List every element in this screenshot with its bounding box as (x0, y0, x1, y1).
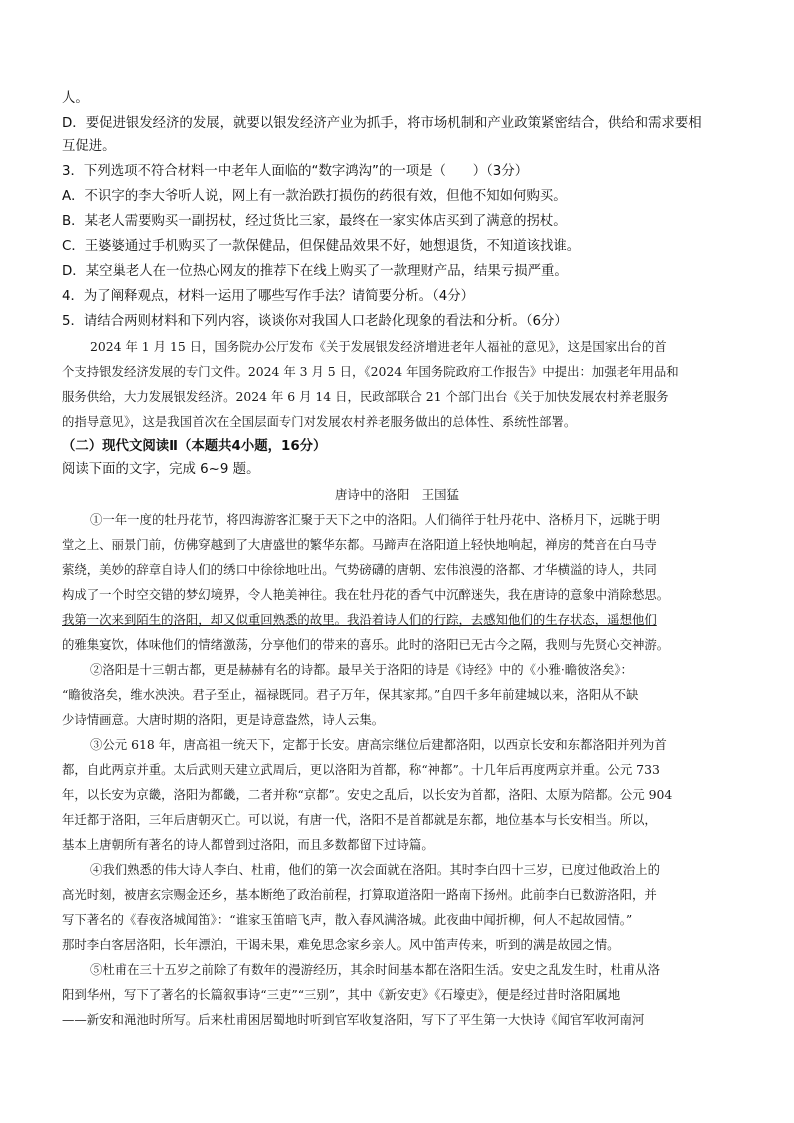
article-line: 的雅集宴饮，体味他们的情绪激荡，分享他们的带来的喜乐。此时的洛阳已无古今之隔，我则与先贤心交神游。 (62, 637, 670, 652)
article-line: “瞻彼洛矣，维水泱泱。君子至止，福禄既同。君子万年，保其家邦。”自四千多年前建城以来，洛阳从不缺 (62, 687, 639, 702)
article-line: 写下著名的《春夜洛城闻笛》：“谁家玉笛暗飞声，散入春风满洛城。此夜曲中闻折柳，何人不起故园情。” (62, 912, 633, 927)
article-line: 萦绕，美妙的辞章自诗人们的绣口中徐徐地吐出。气势磅礴的唐朝、宏伟浪漫的洛都、才华横溢的诗人，共同 (62, 562, 657, 577)
article-line: 基本上唐朝所有著名的诗人都曾到过洛阳，而且多数都留下过诗篇。 (62, 837, 434, 852)
article-line: 都，自此两京并重。太后武则天建立武周后，更以洛阳为首都，称“神都”。十几年后再度两京并重。公元 733 (62, 762, 660, 777)
instruction: 阅读下面的文字，完成 6~9 题。 (62, 462, 260, 477)
section-heading: （二）现代文阅读Ⅱ（本题共4小题，16分） (62, 439, 327, 454)
material-line: 2024 年 1 月 15 日，国务院办公厅发布《关于发展银发经济增进老年人福祉的意见》，这是国家出台的首 (90, 339, 667, 354)
question-4: 4．为了阐释观点，材料一运用了哪些写作手法？请简要分析。（4分） (62, 289, 475, 304)
material-line: 服务供给，大力发展银发经济。2024 年 6 月 14 日，民政部联合 21 个部门出台《关于加快发展农村养老服务 (62, 389, 669, 404)
article-line: 构成了一个时空交错的梦幻境界，令人艳美神往。我在牡丹花的香气中沉醉迷失，我在唐诗的意象中消除愁思。 (62, 587, 670, 602)
option-d: D．某空巢老人在一位热心网友的推荐下在线上购买了一款理财产品，结果亏损严重。 (62, 264, 568, 279)
text-line: 互促进。 (62, 139, 116, 154)
article-line: ②洛阳是十三朝古都，更是赫赫有名的诗都。最早关于洛阳的诗是《诗经》中的《小雅·瞻彼洛矣》： (90, 662, 633, 677)
article-line: 年，以长安为京畿，洛阳为都畿，二者并称“京都”。安史之乱后，以长安为首都，洛阳、太原为陪都。公元 904 (62, 787, 673, 802)
option-d-text: D．要促进银发经济的发展，就要以银发经济产业为抓手，将市场机制和产业政策紧密结合，供给和需求要相 (62, 116, 702, 131)
article-line: 高光时刻，被唐玄宗赐金还乡，基本断绝了政治前程，打算取道洛阳一路南下扬州。此前李白已数游洛阳，并 (62, 887, 657, 902)
article-line: ③公元 618 年，唐高祖一统天下，定都于长安。唐高宗继位后建都洛阳，以西京长安和东都洛阳并列为首 (90, 737, 667, 752)
article-line: 那时李白客居洛阳，长年漂泊，干谒未果，难免思念家乡亲人。风中笛声传来，听到的满是故园之情。 (62, 937, 620, 952)
article-line: 阳到华州，写下了著名的长篇叙事诗“三吏”“三别”，其中《新安吏》《石壕吏》，便是经过昔时洛阳属地 (62, 987, 621, 1002)
article-title: 唐诗中的洛阳 王国猛 (335, 487, 459, 502)
option-a: A．不识字的李大爷听人说，网上有一款治跌打损伤的药很有效，但他不知如何购买。 (62, 189, 567, 204)
article-line: 堂之上、丽景门前，仿佛穿越到了大唐盛世的繁华东都。马蹄声在洛阳道上轻快地响起，禅房的梵音在白马寺 (62, 537, 657, 552)
option-b: B．某老人需要购买一副拐杖，经过货比三家，最终在一家实体店买到了满意的拐杖。 (62, 214, 567, 229)
option-c: C．王婆婆通过手机购买了一款保健品，但保健品效果不好，她想退货，不知道该找谁。 (62, 239, 581, 254)
question-5: 5．请结合两则材料和下列内容，谈谈你对我国人口老龄化现象的看法和分析。（6分） (62, 314, 568, 329)
article-line: ——新安和渑池时所写。后来杜甫困居蜀地时听到官军收复洛阳，写下了平生第一大快诗《闻官军收河南河 (62, 1012, 645, 1027)
question-3: 3．下列选项不符合材料一中老年人面临的“数字鸿沟”的一项是（ ）（3分） (62, 164, 529, 179)
article-line: 年迁都于洛阳，三年后唐朝灭亡。可以说，有唐一代，洛阳不是首都就是东都，地位基本与长安相当。所以， (62, 812, 657, 827)
text-line: 人。 (62, 91, 89, 106)
article-line: ⑤杜甫在三十五岁之前除了有数年的漫游经历，其余时间基本都在洛阳生活。安史之乱发生时，杜甫从洛 (90, 962, 660, 977)
material-line: 个支持银发经济发展的专门文件。2024 年 3 月 5 日，《2024 年国务院政府工作报告》中提出：加强老年用品和 (62, 364, 679, 379)
article-line: 少诗情画意。大唐时期的洛阳，更是诗意盎然，诗人云集。 (62, 712, 385, 727)
article-line: ①一年一度的牡丹花节，将四海游客汇聚于天下之中的洛阳。人们徜徉于牡丹花中、洛桥月下，远眺于明 (90, 512, 660, 527)
article-line: ④我们熟悉的伟大诗人李白、杜甫，他们的第一次会面就在洛阳。其时李白四十三岁，已度过他政治上的 (90, 862, 660, 877)
material-line: 的指导意见》，这是我国首次在全国层面专门对发展农村养老服务做出的总体性、系统性部署。 (62, 414, 577, 429)
article-line-underlined: 我第一次来到陌生的洛阳，却又似重回熟悉的故里。我沿着诗人们的行踪，去感知他们的生存状态，遥想他们 (62, 612, 657, 627)
